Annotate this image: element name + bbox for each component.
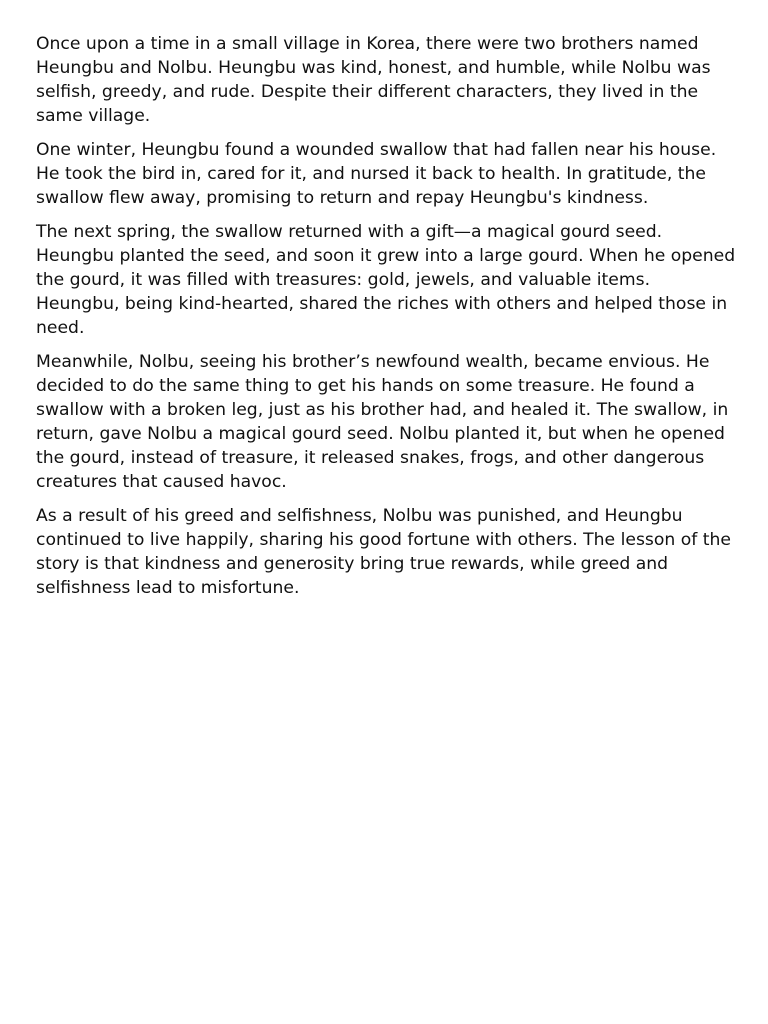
paragraph-spring: The next spring, the swallow returned with a gift—a magical gourd seed. Heungbu planted the seed, and soon it grew into a large gourd. When he opened the gourd, it was filled with treasures: gold, jewels, and valuable items. Heungbu, being kind-hearted, shared the riches with others and helped those in need. xyxy=(36,222,736,338)
paragraph-nolbu: Meanwhile, Nolbu, seeing his brother’s newfound wealth, became envious. He decided to do the same thing to get his hands on some treasure. He found a swallow with a broken leg, just as his brother had, and healed it. The swallow, in return, gave Nolbu a magical gourd seed. Nolbu planted it, but when he opened the gourd, instead of treasure, it released snakes, frogs, and other dangerous creatures that caused havoc. xyxy=(36,352,729,492)
paragraph-winter: One winter, Heungbu found a wounded swallow that had fallen near his house. He took the bird in, cared for it, and nursed it back to health. In gratitude, the swallow flew away, promising to return and repay Heungbu's kindness. xyxy=(36,140,717,208)
document-body xyxy=(36,32,736,610)
paragraph-intro: Once upon a time in a small village in Korea, there were two brothers named Heungbu and Nolbu. Heungbu was kind, honest, and humble, while Nolbu was selfish, greedy, and rude. Despite their different characters, they lived in the same village. xyxy=(36,34,711,126)
paragraph-lesson: As a result of his greed and selfishness, Nolbu was punished, and Heungbu continued to live happily, sharing his good fortune with others. The lesson of the story is that kindness and generosity bring true rewards, while greed and selfishness lead to misfortune. xyxy=(36,506,731,598)
